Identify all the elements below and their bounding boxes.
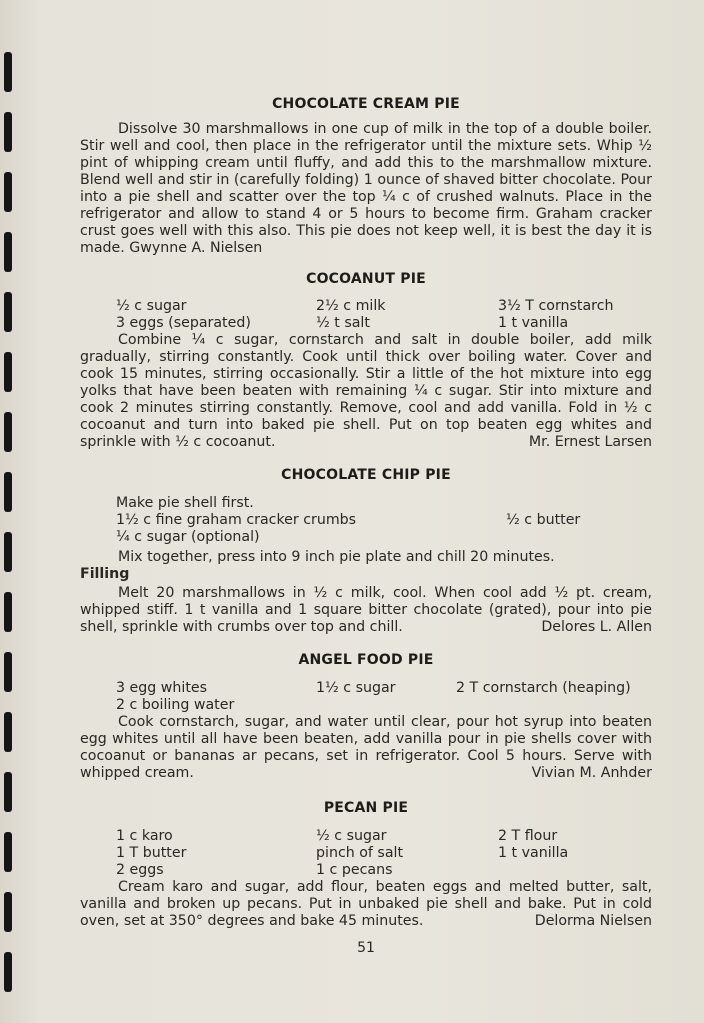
ingredient-row — [80, 845, 652, 862]
binding-ring — [4, 172, 12, 212]
binding-ring — [4, 112, 12, 152]
binding-ring — [4, 532, 12, 572]
ingredient-row — [80, 315, 652, 332]
ingredient: 1 t vanilla — [498, 845, 569, 861]
recipe-author: Delorma Nielsen — [534, 913, 652, 929]
ingredient-list — [80, 495, 652, 546]
ingredient-list — [80, 828, 652, 879]
ingredient: ½ c sugar — [116, 298, 187, 314]
page-number: 51 — [357, 940, 375, 956]
filling-label: Filling — [80, 566, 130, 582]
recipe-title: ANGEL FOOD PIE — [298, 652, 434, 668]
recipe-instructions — [80, 332, 652, 451]
binding-ring — [4, 292, 12, 332]
binding-ring — [4, 652, 12, 692]
ingredient: ½ c sugar — [316, 828, 387, 844]
binding-ring — [4, 352, 12, 392]
binding-ring — [4, 52, 12, 92]
binding-ring — [4, 832, 12, 872]
ingredient-row — [80, 697, 652, 714]
ingredient: 2 eggs — [116, 862, 164, 878]
recipe-author: Delores L. Allen — [541, 619, 652, 635]
ingredient: 1 c karo — [116, 828, 173, 844]
ingredient: pinch of salt — [316, 845, 404, 861]
binding-ring — [4, 712, 12, 752]
ingredient: ½ t salt — [316, 315, 370, 331]
ingredient: 1 T butter — [116, 845, 187, 861]
instructions-text: Melt 20 marshmallows in ½ c milk, cool. When cool add ½ pt. cream, whipped stiff. 1 t vanilla and 1 square bitter chocolate (grated), pour into pie shell, sprinkle with crumbs over top and chill. — [80, 585, 652, 635]
ingredient-row — [80, 828, 652, 845]
ingredient: 1 c pecans — [316, 862, 393, 878]
recipe-instructions — [80, 879, 652, 930]
recipe-pecan-pie — [80, 796, 652, 930]
ingredient: 2 T flour — [498, 828, 558, 844]
recipe-title: PECAN PIE — [323, 800, 409, 816]
instruction-line: Make pie shell first. — [116, 495, 254, 511]
binding-ring — [4, 412, 12, 452]
binding-ring — [4, 232, 12, 272]
ingredient: 2½ c milk — [316, 298, 386, 314]
recipe-instructions: Dissolve 30 marshmallows in one cup of milk in the top of a double boiler. Stir well and cool, then place in the refrigerator until the mixture sets. Whip ½ pint of whipping cream until fluffy, and add this to the marshmallow mixture. Blend well and stir in (carefully folding) 1 ounce of shaved bitter chocolate. Pour into a pie shell and scatter over the top ¼ c of crushed walnuts. Place in the refrigerator and allow to stand 4 or 5 hours to become firm. Graham cracker crust goes well with this also. This pie does not keep well, it is best the day it is made. Gwynne A. Nielsen — [80, 121, 652, 256]
recipe-title: CHOCOLATE CHIP PIE — [281, 467, 451, 483]
page-content — [80, 92, 652, 956]
ingredient: 1 t vanilla — [498, 315, 569, 331]
recipe-chocolate-chip-pie — [80, 463, 652, 636]
ingredient-row — [80, 512, 652, 529]
binding-ring — [4, 592, 12, 632]
recipe-cocoanut-pie — [80, 267, 652, 451]
ingredient: 3 egg whites — [116, 680, 208, 696]
instructions-text: Cook cornstarch, sugar, and water until clear, pour hot syrup into beaten egg whites until all have been beaten, add vanilla pour in pie shells cover with cocoanut or bananas ar pecans, set in refrigerator. Cool 5 hours. Serve with whipped cream. — [80, 714, 652, 781]
ingredient-row — [80, 298, 652, 315]
binding-ring — [4, 772, 12, 812]
ingredient: ½ c butter — [506, 512, 581, 528]
binding-ring — [4, 952, 12, 992]
recipe-angel-food-pie — [80, 648, 652, 782]
binding-ring — [4, 892, 12, 932]
ingredient: 2 T cornstarch (heaping) — [456, 680, 631, 696]
spiral-binding — [0, 0, 22, 1023]
recipe-title: COCOANUT PIE — [306, 271, 426, 287]
recipe-chocolate-cream-pie — [80, 92, 652, 257]
recipe-instructions: Mix together, press into 9 inch pie plate and chill 20 minutes. — [118, 549, 555, 565]
ingredient: ¼ c sugar (optional) — [116, 529, 260, 545]
ingredient: 1½ c sugar — [316, 680, 396, 696]
recipe-author: Mr. Ernest Larsen — [528, 434, 652, 450]
instructions-text: Cream karo and sugar, add flour, beaten eggs and melted butter, salt, vanilla and broken up pecans. Put in unbaked pie shell and bake. Put in cold oven, set at 350° degrees and bake 45 minutes. — [80, 879, 652, 929]
ingredient-list — [80, 680, 652, 714]
recipe-instructions — [80, 585, 652, 636]
ingredient-list — [80, 298, 652, 332]
binding-ring — [4, 472, 12, 512]
recipe-instructions — [80, 714, 652, 782]
ingredient: 3 eggs (separated) — [116, 315, 251, 331]
ingredient-row — [80, 680, 652, 697]
ingredient: 3½ T cornstarch — [498, 298, 614, 314]
ingredient: 2 c boiling water — [116, 697, 235, 713]
recipe-author: Vivian M. Anhder — [531, 765, 652, 781]
recipe-title: CHOCOLATE CREAM PIE — [272, 96, 460, 112]
instructions-text: Combine ¼ c sugar, cornstarch and salt in double boiler, add milk gradually, stirring constantly. Cook until thick over boiling water. Cover and cook 15 minutes, stirring occasionally. Stir a little of the hot mixture into egg yolks that have been beaten with remaining ¼ c sugar. Stir into mixture and cook 2 minutes stirring constantly. Remove, cool and add vanilla. Fold in ½ c cocoanut and turn into baked pie shell. Put on top beaten egg whites and sprinkle with ½ c cocoanut. — [80, 332, 652, 450]
ingredient: 1½ c fine graham cracker crumbs — [116, 512, 357, 528]
ingredient-row — [80, 862, 652, 879]
